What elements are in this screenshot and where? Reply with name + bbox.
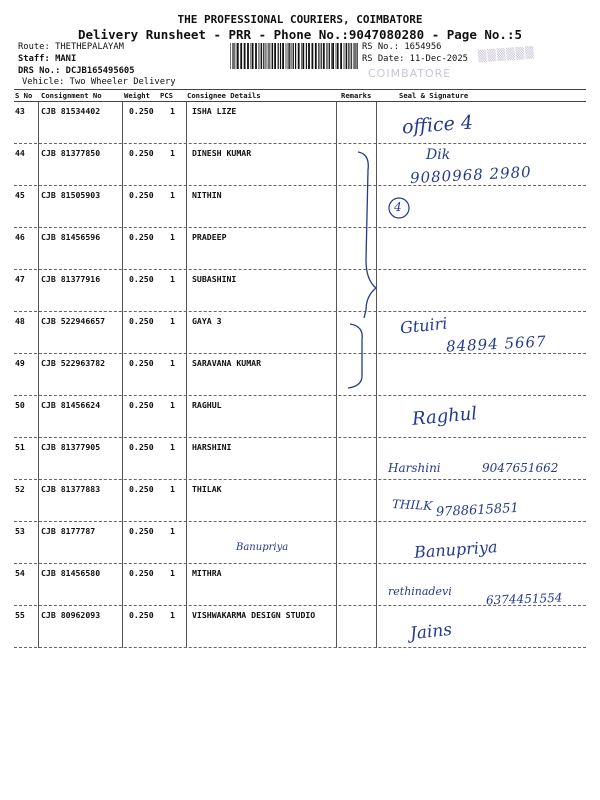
barcode-bar bbox=[282, 43, 284, 69]
column-divider bbox=[336, 396, 337, 438]
row-consignment-no: CJB 81377905 bbox=[41, 442, 101, 452]
barcode-bar bbox=[340, 43, 342, 69]
table-row bbox=[14, 606, 586, 648]
handwritten-banupriya: Banupriya bbox=[413, 537, 499, 562]
column-divider bbox=[122, 480, 123, 522]
barcode-bar bbox=[237, 43, 239, 69]
column-divider bbox=[38, 186, 39, 228]
barcode-bar bbox=[295, 43, 296, 69]
barcode-bar bbox=[353, 43, 354, 69]
row-pcs: 1 bbox=[170, 316, 175, 326]
rs-number: RS No.: 1654956 bbox=[362, 42, 442, 52]
row-pcs: 1 bbox=[170, 526, 175, 536]
barcode-bar bbox=[348, 43, 349, 69]
column-divider bbox=[336, 102, 337, 144]
col-header-seal: Seal & Signature bbox=[399, 91, 469, 100]
barcode-bar bbox=[346, 43, 347, 69]
column-divider bbox=[122, 606, 123, 648]
handwritten-last-sign: Jains bbox=[409, 619, 453, 645]
row-pcs: 1 bbox=[170, 610, 175, 620]
row-consignment-no: CJB 81456580 bbox=[41, 568, 101, 578]
barcode-bar bbox=[236, 43, 237, 69]
handwritten-mithra-phone: 6374451554 bbox=[485, 590, 563, 608]
row-pcs: 1 bbox=[170, 232, 175, 242]
column-divider bbox=[336, 438, 337, 480]
faint-stamp-2: ▒▒▒▒▒▒ bbox=[477, 46, 536, 63]
table-row bbox=[14, 102, 586, 144]
handwritten-sign-44: Dik bbox=[426, 147, 451, 163]
row-pcs: 1 bbox=[170, 106, 175, 116]
barcode-bar bbox=[336, 43, 337, 69]
row-weight: 0.250 bbox=[129, 484, 154, 494]
row-sno: 47 bbox=[15, 274, 25, 284]
row-pcs: 1 bbox=[170, 568, 175, 578]
column-divider bbox=[186, 606, 187, 648]
barcode-bar bbox=[259, 43, 260, 69]
row-consignment-no: CJB 522946657 bbox=[41, 316, 106, 326]
column-divider bbox=[38, 312, 39, 354]
barcode-bar bbox=[326, 43, 327, 69]
column-divider bbox=[38, 396, 39, 438]
row-consignment-no: CJB 81377850 bbox=[41, 148, 101, 158]
column-divider bbox=[122, 564, 123, 606]
table-top-rule bbox=[14, 89, 586, 90]
barcode-bar bbox=[255, 43, 257, 69]
column-divider bbox=[186, 186, 187, 228]
row-weight: 0.250 bbox=[129, 358, 154, 368]
barcode-bar bbox=[312, 43, 314, 69]
column-divider bbox=[336, 144, 337, 186]
column-divider bbox=[186, 396, 187, 438]
row-consignee: MITHRA bbox=[192, 568, 222, 578]
handwritten-sign-48: Gtuiri bbox=[399, 313, 449, 338]
column-divider bbox=[186, 102, 187, 144]
row-weight: 0.250 bbox=[129, 232, 154, 242]
handwritten-raghul: Raghul bbox=[411, 403, 478, 430]
column-divider bbox=[336, 228, 337, 270]
barcode-bar bbox=[292, 43, 293, 69]
row-weight: 0.250 bbox=[129, 316, 154, 326]
row-sno: 50 bbox=[15, 400, 25, 410]
column-divider bbox=[376, 564, 377, 606]
handwritten-office: office 4 bbox=[401, 111, 474, 139]
runsheet-subtitle: Delivery Runsheet - PRR - Phone No.:9047080280 - Page No.:5 bbox=[77, 27, 522, 42]
barcode-bar bbox=[230, 43, 231, 69]
staff-label: Staff: MANI bbox=[18, 54, 77, 64]
col-header-consignment: Consignment No bbox=[41, 91, 102, 100]
column-divider bbox=[336, 270, 337, 312]
column-divider bbox=[336, 354, 337, 396]
row-consignee: PRADEEP bbox=[192, 232, 227, 242]
column-divider bbox=[336, 564, 337, 606]
barcode-bar bbox=[298, 43, 300, 69]
column-divider bbox=[186, 270, 187, 312]
handwritten-thilak-phone: 9788615851 bbox=[435, 500, 520, 521]
table-row bbox=[14, 522, 586, 564]
row-pcs: 1 bbox=[170, 484, 175, 494]
column-divider bbox=[38, 438, 39, 480]
row-sno: 52 bbox=[15, 484, 25, 494]
column-divider bbox=[38, 354, 39, 396]
barcode-bar bbox=[354, 43, 355, 69]
faint-stamp: COIMBATORE bbox=[368, 67, 452, 80]
column-divider bbox=[186, 312, 187, 354]
col-header-consignee: Consignee Details bbox=[187, 91, 261, 100]
row-consignment-no: CJB 522963782 bbox=[41, 358, 106, 368]
barcode-bar bbox=[293, 43, 294, 69]
column-divider bbox=[376, 438, 377, 480]
barcode-bar bbox=[318, 43, 319, 69]
barcode-bar bbox=[263, 43, 264, 69]
vehicle-label: Vehicle: Two Wheeler Delivery bbox=[22, 77, 176, 87]
row-consignment-no: CJB 81456596 bbox=[41, 232, 101, 242]
row-weight: 0.250 bbox=[129, 610, 154, 620]
barcode-bar bbox=[329, 43, 330, 69]
column-divider bbox=[38, 522, 39, 564]
barcode-bar bbox=[232, 43, 233, 69]
row-sno: 46 bbox=[15, 232, 25, 242]
column-divider bbox=[122, 186, 123, 228]
row-consignee: VISHWAKARMA DESIGN STUDIO bbox=[192, 610, 316, 620]
handwritten-harshini: Harshini bbox=[388, 461, 441, 475]
barcode-bar bbox=[355, 43, 356, 69]
column-divider bbox=[122, 228, 123, 270]
barcode-bar bbox=[251, 43, 252, 69]
barcode-bar bbox=[302, 43, 304, 69]
barcode-bar bbox=[244, 43, 246, 69]
row-consignment-no: CJB 81456624 bbox=[41, 400, 101, 410]
column-divider bbox=[122, 438, 123, 480]
row-consignment-no: CJB 81377883 bbox=[41, 484, 101, 494]
handwritten-banupriya-small: Banupriya bbox=[236, 542, 289, 553]
column-divider bbox=[336, 312, 337, 354]
row-consignee: HARSHINI bbox=[192, 442, 232, 452]
column-divider bbox=[336, 186, 337, 228]
barcode-bar bbox=[261, 43, 262, 69]
row-weight: 0.250 bbox=[129, 148, 154, 158]
barcode-bar bbox=[280, 43, 281, 69]
handwritten-thilak: THILK bbox=[391, 496, 433, 514]
row-divider bbox=[14, 647, 586, 648]
barcode-bar bbox=[328, 43, 329, 69]
table-row bbox=[14, 354, 586, 396]
col-header-weight: Weight bbox=[124, 91, 150, 100]
route-label: Route: THETHEPALAYAM bbox=[18, 42, 124, 52]
row-pcs: 1 bbox=[170, 442, 175, 452]
company-title: THE PROFESSIONAL COURIERS, COIMBATORE bbox=[177, 13, 423, 26]
barcode-bar bbox=[301, 43, 302, 69]
row-consignee: DINESH KUMAR bbox=[192, 148, 252, 158]
row-sno: 51 bbox=[15, 442, 25, 452]
column-divider bbox=[376, 522, 377, 564]
barcode-bar bbox=[332, 43, 334, 69]
row-pcs: 1 bbox=[170, 358, 175, 368]
column-divider bbox=[376, 606, 377, 648]
row-weight: 0.250 bbox=[129, 274, 154, 284]
barcode-bar bbox=[331, 43, 332, 69]
row-weight: 0.250 bbox=[129, 526, 154, 536]
barcode-bar bbox=[315, 43, 317, 69]
handwritten-phone-48: 84894 5667 bbox=[445, 332, 548, 356]
row-sno: 43 bbox=[15, 106, 25, 116]
row-consignment-no: CJB 80962093 bbox=[41, 610, 101, 620]
row-weight: 0.250 bbox=[129, 190, 154, 200]
column-divider bbox=[122, 144, 123, 186]
row-consignment-no: CJB 8177787 bbox=[41, 526, 96, 536]
barcode-bar bbox=[308, 43, 310, 69]
table-row bbox=[14, 270, 586, 312]
column-divider bbox=[186, 228, 187, 270]
col-header-remarks: Remarks bbox=[341, 91, 372, 100]
column-divider bbox=[186, 354, 187, 396]
barcode-bar bbox=[268, 43, 269, 69]
column-divider bbox=[38, 270, 39, 312]
row-pcs: 1 bbox=[170, 190, 175, 200]
column-divider bbox=[38, 144, 39, 186]
row-sno: 49 bbox=[15, 358, 25, 368]
column-divider bbox=[122, 312, 123, 354]
barcode-image bbox=[230, 43, 358, 69]
row-sno: 55 bbox=[15, 610, 25, 620]
barcode-bar bbox=[288, 43, 289, 69]
drs-number: DRS No.: DCJB165495605 bbox=[18, 66, 135, 76]
barcode-bar bbox=[286, 43, 287, 69]
barcode-bar bbox=[323, 43, 325, 69]
barcode-bar bbox=[274, 43, 276, 69]
row-consignment-no: CJB 81505903 bbox=[41, 190, 101, 200]
column-divider bbox=[186, 144, 187, 186]
row-sno: 54 bbox=[15, 568, 25, 578]
handwritten-mithra: rethinadevi bbox=[388, 585, 452, 598]
barcode-bar bbox=[289, 43, 290, 69]
column-divider bbox=[336, 480, 337, 522]
column-divider bbox=[38, 606, 39, 648]
column-divider bbox=[122, 522, 123, 564]
rs-date: RS Date: 11-Dec-2025 bbox=[362, 54, 468, 64]
barcode-bar bbox=[272, 43, 273, 69]
column-divider bbox=[122, 270, 123, 312]
row-weight: 0.250 bbox=[129, 568, 154, 578]
table-row bbox=[14, 228, 586, 270]
barcode-bar bbox=[278, 43, 279, 69]
column-divider bbox=[186, 564, 187, 606]
row-weight: 0.250 bbox=[129, 442, 154, 452]
row-consignee: NITHIN bbox=[192, 190, 222, 200]
barcode-bar bbox=[233, 43, 234, 69]
barcode-bar bbox=[266, 43, 267, 69]
column-divider bbox=[376, 480, 377, 522]
row-pcs: 1 bbox=[170, 148, 175, 158]
table-row bbox=[14, 396, 586, 438]
row-consignment-no: CJB 81534402 bbox=[41, 106, 101, 116]
barcode-bar bbox=[306, 43, 307, 69]
row-consignee: SUBASHINI bbox=[192, 274, 237, 284]
row-consignment-no: CJB 81377916 bbox=[41, 274, 101, 284]
col-header-sno: S No bbox=[15, 91, 33, 100]
column-divider bbox=[186, 438, 187, 480]
column-divider bbox=[38, 228, 39, 270]
row-consignee: GAYA 3 bbox=[192, 316, 222, 326]
bracket-ink bbox=[340, 150, 380, 400]
column-divider bbox=[376, 102, 377, 144]
handwritten-harshini-phone: 9047651662 bbox=[482, 461, 559, 475]
row-consignee: THILAK bbox=[192, 484, 222, 494]
row-weight: 0.250 bbox=[129, 400, 154, 410]
handwritten-phone-44: 9080968 2980 bbox=[409, 162, 533, 188]
column-divider bbox=[376, 396, 377, 438]
column-divider bbox=[38, 480, 39, 522]
circled-number: 4 bbox=[394, 200, 402, 214]
row-consignee: ISHA LIZE bbox=[192, 106, 237, 116]
column-divider bbox=[122, 354, 123, 396]
row-sno: 48 bbox=[15, 316, 25, 326]
column-divider bbox=[186, 480, 187, 522]
row-sno: 53 bbox=[15, 526, 25, 536]
column-divider bbox=[186, 522, 187, 564]
row-pcs: 1 bbox=[170, 400, 175, 410]
row-sno: 44 bbox=[15, 148, 25, 158]
table-row bbox=[14, 186, 586, 228]
barcode-bar bbox=[252, 43, 254, 69]
row-consignee: RAGHUL bbox=[192, 400, 222, 410]
barcode-bar bbox=[240, 43, 242, 69]
barcode-bar bbox=[357, 43, 358, 69]
column-divider bbox=[122, 102, 123, 144]
row-sno: 45 bbox=[15, 190, 25, 200]
col-header-pcs: PCS bbox=[160, 91, 173, 100]
barcode-bar bbox=[287, 43, 288, 69]
column-divider bbox=[336, 522, 337, 564]
barcode-bar bbox=[344, 43, 345, 69]
barcode-bar bbox=[351, 43, 352, 69]
barcode-bar bbox=[345, 43, 346, 69]
row-consignee: SARAVANA KUMAR bbox=[192, 358, 262, 368]
row-pcs: 1 bbox=[170, 274, 175, 284]
barcode-bar bbox=[260, 43, 261, 69]
barcode-bar bbox=[271, 43, 272, 69]
row-weight: 0.250 bbox=[129, 106, 154, 116]
barcode-bar bbox=[267, 43, 268, 69]
column-divider bbox=[336, 606, 337, 648]
barcode-bar bbox=[321, 43, 322, 69]
column-divider bbox=[122, 396, 123, 438]
barcode-bar bbox=[247, 43, 249, 69]
barcode-bar bbox=[337, 43, 339, 69]
column-divider bbox=[38, 102, 39, 144]
column-divider bbox=[38, 564, 39, 606]
